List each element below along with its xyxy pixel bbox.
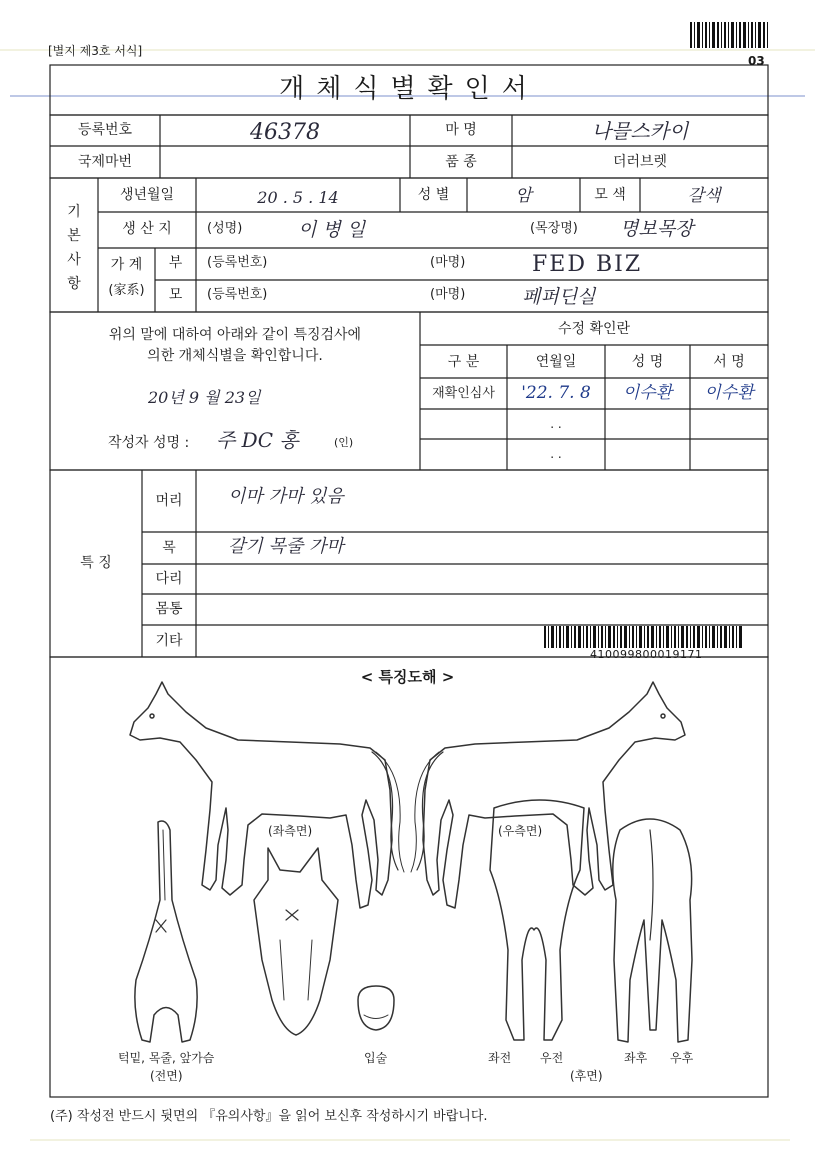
features-section-label: 특 징 (80, 555, 112, 571)
sire-name-label: (마명) (430, 255, 466, 270)
lips-drawing (358, 986, 394, 1030)
correction-row1-category: 재확인심사 (432, 386, 495, 401)
feature-value-neck: 갈기 목줄 가마 (228, 536, 344, 557)
correction-header-signature: 서 명 (713, 354, 745, 370)
page-number: 03 (748, 54, 765, 68)
sex-value: 암 (515, 186, 532, 206)
writer-seal: (인) (334, 436, 354, 449)
writer-label: 작성자 성명 : (108, 435, 190, 451)
sex-label: 성 별 (417, 187, 450, 203)
farm-label: (목장명) (530, 221, 578, 236)
confirmation-date: 20년 9 월 23일 (148, 388, 261, 407)
feature-value-head: 이마 가마 있음 (228, 486, 344, 507)
birth-label: 생년월일 (119, 187, 175, 203)
sire-reg-label: (등록번호) (207, 255, 268, 270)
horse-name-value: 나믈스카이 (591, 119, 689, 143)
confirmation-line2: 의한 개체식별을 확인합니다. (147, 348, 323, 364)
head-front-drawing (254, 848, 338, 1035)
reg-number-label: 등록번호 (77, 122, 133, 138)
confirmation-line1: 위의 말에 대하여 아래와 같이 특징검사에 (108, 327, 362, 343)
barcode-number: 410099800019171 (590, 648, 703, 661)
feature-label-body: 몸통 (155, 601, 183, 617)
writer-value: 주 DC 홍 (216, 428, 299, 452)
correction-row1-name: 이수환 (622, 383, 673, 403)
breed-value: 더러브렛 (612, 154, 668, 170)
right-side-horse-drawing (411, 682, 685, 908)
producer-name-label: (성명) (207, 221, 243, 236)
farm-value: 명보목장 (620, 218, 694, 240)
feature-label-head: 머리 (155, 493, 183, 509)
rear-view-drawing (613, 819, 692, 1042)
color-value: 갈색 (687, 186, 721, 206)
correction-title: 수정 확인란 (557, 321, 631, 337)
front-chest-drawing (135, 821, 197, 1042)
diagram-title: < 특징도해 > (360, 668, 455, 686)
right-fore-label: 우전 (540, 1051, 564, 1065)
left-fore-label: 좌전 (488, 1051, 512, 1065)
dam-name-label: (마명) (430, 287, 466, 302)
producer-label: 생 산 지 (122, 221, 172, 237)
feature-label-neck: 목 (162, 540, 176, 556)
right-hind-label: 우후 (670, 1051, 694, 1065)
dam-label: 모 (168, 287, 183, 303)
feature-label-other: 기타 (155, 633, 183, 649)
rear-view-label: (후면) (570, 1069, 603, 1083)
correction-header-date: 연월일 (535, 354, 577, 370)
feature-label-legs: 다리 (155, 571, 183, 587)
correction-row1-signature: 이수환 (704, 383, 754, 403)
chest-label: 턱밑, 목줄, 앞가슴 (118, 1051, 215, 1065)
reg-number-value: 46378 (250, 120, 320, 145)
right-side-label: (우측면) (498, 824, 543, 838)
left-hind-label: 좌후 (624, 1051, 648, 1065)
feature-barcode (544, 626, 742, 648)
document-title: 개체식별확인서 (279, 74, 539, 104)
top-barcode (690, 22, 768, 48)
birth-value: 20 . 5 . 14 (257, 188, 339, 207)
breed-label: 품 종 (445, 154, 477, 170)
pedigree-hanja: (家系) (108, 283, 145, 298)
sire-label: 부 (168, 255, 183, 271)
front-view-label: (전면) (150, 1069, 183, 1083)
footer-note: (주) 작성전 반드시 뒷면의 『유의사항』을 읽어 보신후 작성하시기 바랍니다. (50, 1109, 488, 1124)
correction-header-name: 성 명 (631, 354, 664, 370)
horse-name-label: 마 명 (445, 122, 477, 138)
pedigree-label: 가 계 (110, 257, 143, 273)
basic-section-label: 기 본 사 항 (67, 204, 81, 292)
correction-header-category: 구 분 (447, 354, 480, 370)
lips-label: 입술 (364, 1051, 388, 1065)
correction-row2-date: . . (550, 417, 562, 431)
color-label: 모 색 (594, 187, 626, 203)
dam-name-value: 페퍼딘실 (522, 286, 596, 308)
sire-name-value: FED BIZ (532, 252, 643, 277)
producer-name-value: 이 병 일 (298, 219, 366, 241)
left-side-label: (좌측면) (268, 824, 313, 838)
intl-number-label: 국제마번 (77, 154, 133, 170)
form-number: [별지 제3호 서식] (48, 44, 143, 58)
dam-reg-label: (등록번호) (207, 287, 268, 302)
correction-row3-date: . . (550, 447, 562, 461)
correction-row1-date: '22. 7. 8 (521, 383, 591, 403)
